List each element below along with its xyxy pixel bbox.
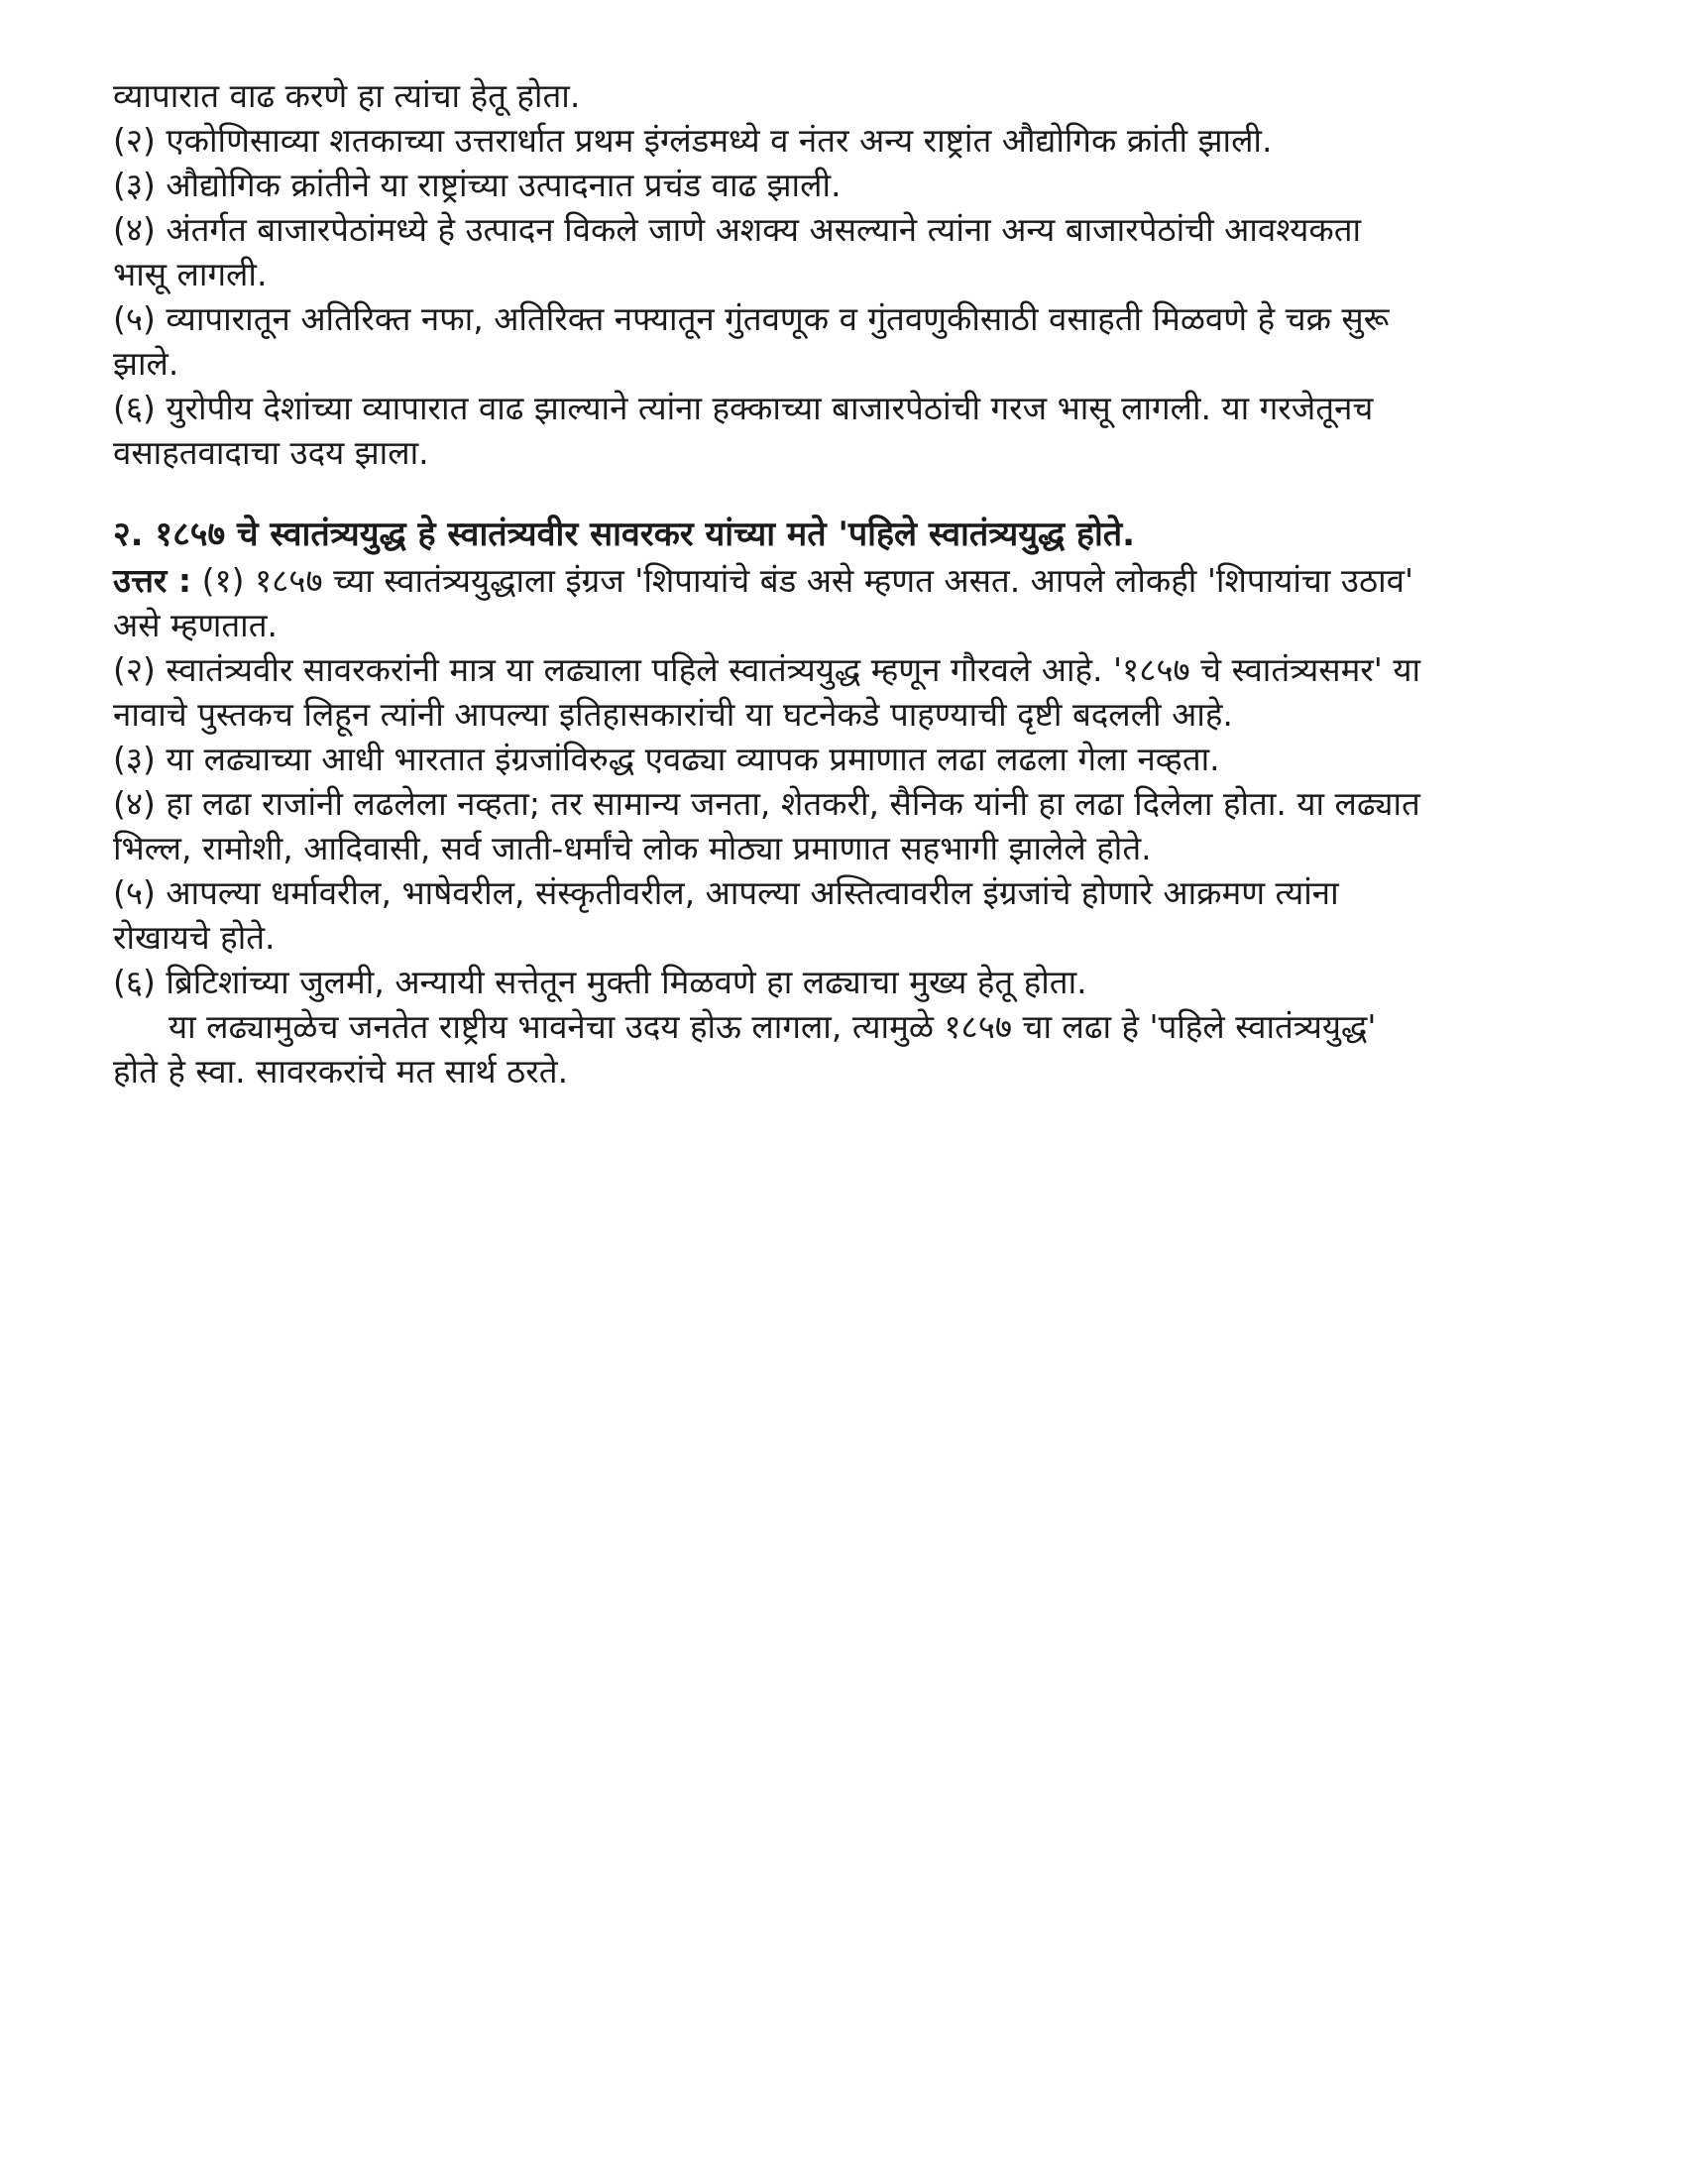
- document-page: [113, 73, 1580, 1093]
- paragraph-line: नावाचे पुस्तकच लिहून त्यांनी आपल्या इतिहासकारांची या घटनेकडे पाहण्याची दृष्टी बदलली आहे.: [113, 695, 1233, 734]
- paragraph-line: (४) हा लढा राजांनी लढलेला नव्हता; तर सामान्य जनता, शेतकरी, सैनिक यांनी हा लढा दिलेला होता. या लढ्यात: [113, 784, 1420, 823]
- paragraph-line: भिल्ल, रामोशी, आदिवासी, सर्व जाती-धर्मांचे लोक मोठ्या प्रमाणात सहभागी झालेले होते.: [113, 829, 1152, 867]
- paragraph-line: झाले.: [113, 344, 179, 383]
- answer-first-line: [113, 558, 1580, 603]
- question-heading: २. १८५७ चे स्वातंत्र्ययुद्ध हे स्वातंत्र्यवीर सावरकर यांच्या मते 'पहिले स्वातंत्र्ययुद्ध होते.: [113, 515, 1136, 554]
- section-2: [113, 511, 1580, 1093]
- paragraph-line: (२) स्वातंत्र्यवीर सावरकरांनी मात्र या लढ्याला पहिले स्वातंत्र्ययुद्ध म्हणून गौरवले आहे. '१८५७ चे स्वातंत्र्यसमर' या: [113, 650, 1421, 689]
- paragraph-line: वसाहतवादाचा उदय झाला.: [113, 433, 429, 472]
- paragraph-line: (४) अंतर्गत बाजारपेठांमध्ये हे उत्पादन विकले जाणे अशक्य असल्याने त्यांना अन्य बाजारपेठांची आवश्यकता: [113, 210, 1362, 249]
- paragraph-line: भासू लागली.: [113, 255, 268, 293]
- answer-label: उत्तर :: [113, 561, 192, 600]
- paragraph-line: (२) एकोणिसाव्या शतकाच्या उत्तरार्धात प्रथम इंग्लंडमध्ये व नंतर अन्य राष्ट्रांत औद्योगिक क्रांती झाली.: [113, 121, 1273, 160]
- section-1-body: [113, 73, 1580, 475]
- paragraph-line: (६) ब्रिटिशांच्या जुलमी, अन्यायी सत्तेतून मुक्ती मिळवणे हा लढ्याचा मुख्य हेतू होता.: [113, 963, 1087, 1001]
- paragraph-line: (५) व्यापारातून अतिरिक्त नफा, अतिरिक्त नफ्यातून गुंतवणूक व गुंतवणुकीसाठी वसाहती मिळवणे हे चक्र सुरू: [113, 299, 1390, 338]
- paragraph-line: (५) आपल्या धर्मावरील, भाषेवरील, संस्कृतीवरील, आपल्या अस्तित्वावरील इंग्रजांचे होणारे आक्रमण त्यांना: [113, 873, 1339, 912]
- section-spacer: [113, 475, 1580, 511]
- paragraph-line: रोखायचे होते.: [113, 918, 276, 957]
- paragraph-line: असे म्हणतात.: [113, 606, 279, 644]
- paragraph-line: (६) युरोपीय देशांच्या व्यापारात वाढ झाल्याने त्यांना हक्काच्या बाजारपेठांची गरज भासू लागली. या गरजेतूनच: [113, 389, 1374, 427]
- conclusion-line: या लढ्यामुळेच जनतेत राष्ट्रीय भावनेचा उदय होऊ लागला, त्यामुळे १८५७ चा लढा हे 'पहिले स्वातंत्र्ययुद्ध': [169, 1007, 1377, 1046]
- paragraph-line: (३) औद्योगिक क्रांतीने या राष्ट्रांच्या उत्पादनात प्रचंड वाढ झाली.: [113, 166, 842, 204]
- paragraph-line: (३) या लढ्याच्या आधी भारतात इंग्रजांविरुद्ध एवढ्या व्यापक प्रमाणात लढा लढला गेला नव्हता.: [113, 740, 1220, 778]
- conclusion-line: होते हे स्वा. सावरकरांचे मत सार्थ ठरते.: [113, 1052, 569, 1091]
- answer-first-line-text: (१) १८५७ च्या स्वातंत्र्ययुद्धाला इंग्रज 'शिपायांचे बंड असे म्हणत असत. आपले लोकही 'शिपायांचा उठाव': [191, 561, 1414, 600]
- paragraph-line: व्यापारात वाढ करणे हा त्यांचा हेतू होता.: [113, 76, 581, 115]
